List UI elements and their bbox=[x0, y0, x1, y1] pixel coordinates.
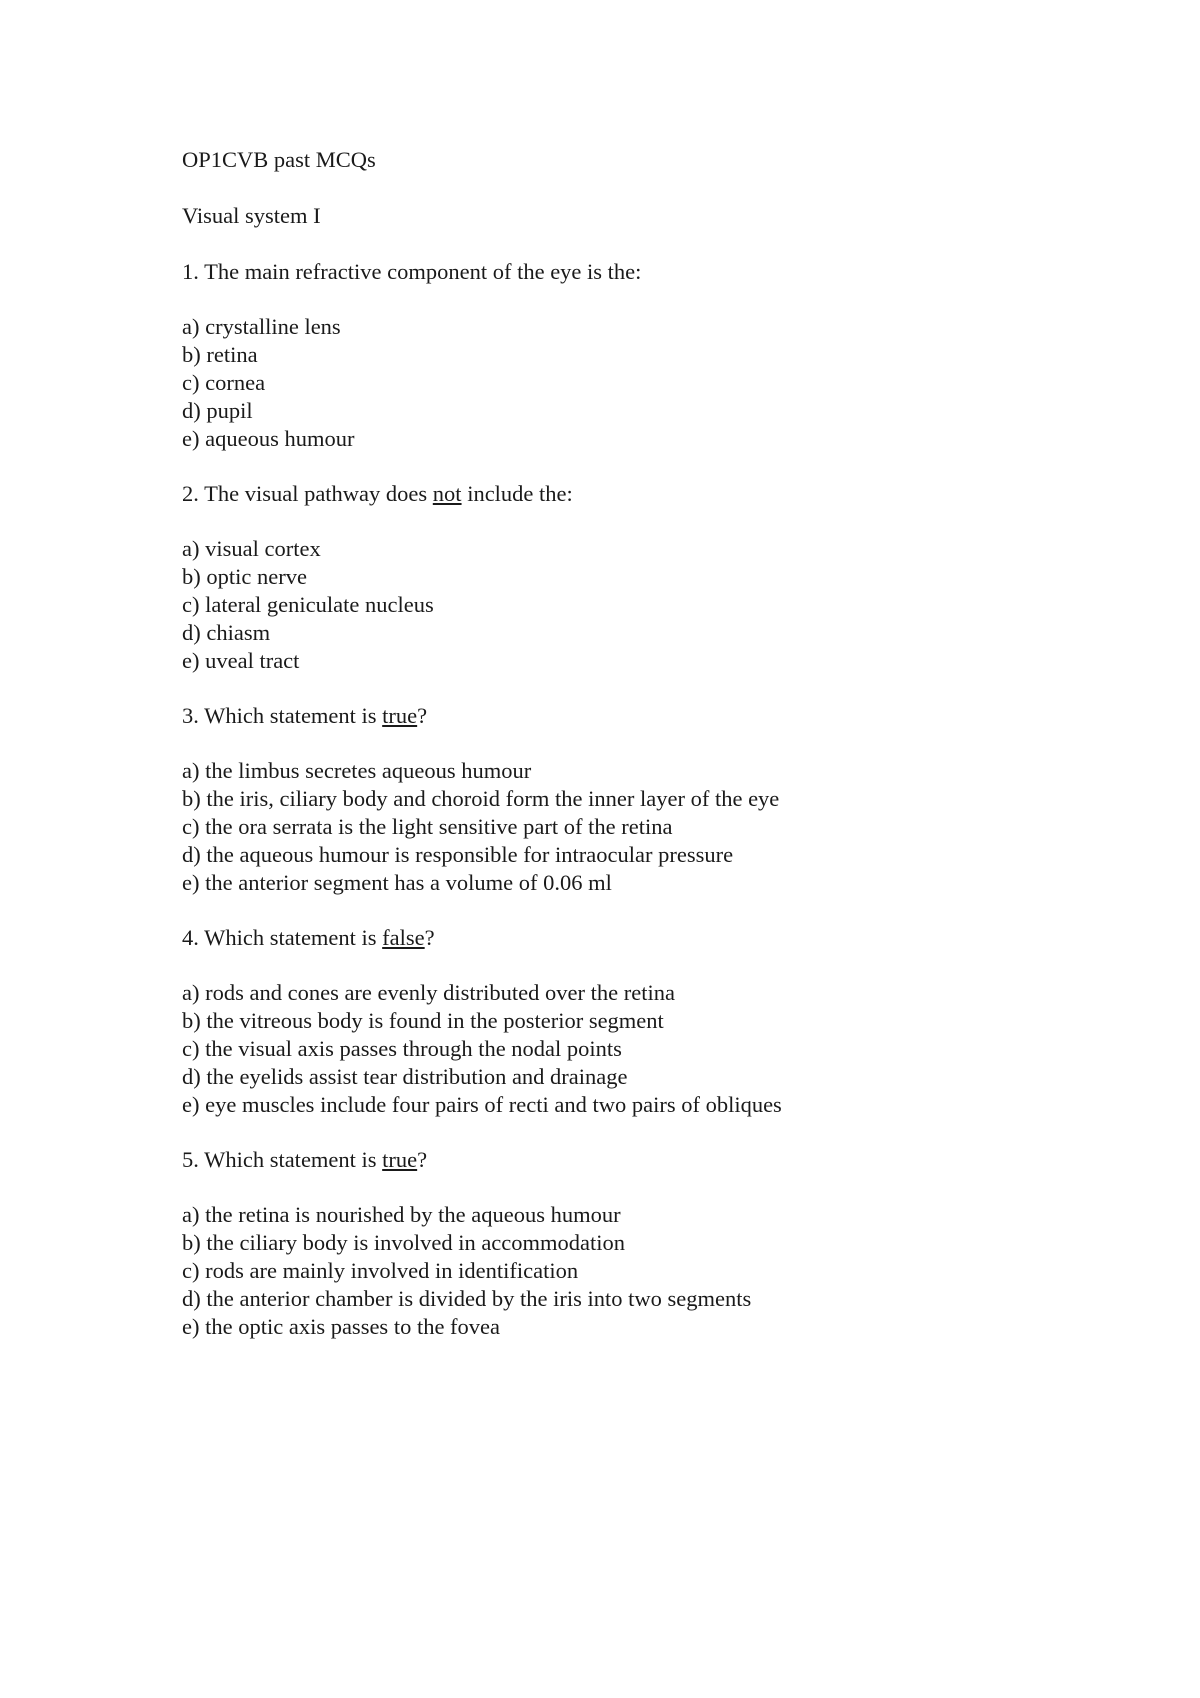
question-2-option-d: d) chiasm bbox=[182, 620, 271, 645]
question-4-stem-emphasis: false bbox=[382, 925, 425, 950]
question-1-options bbox=[182, 313, 1082, 453]
question-3-stem bbox=[182, 702, 1082, 730]
question-2-option-a: a) visual cortex bbox=[182, 536, 321, 561]
question-5-stem bbox=[182, 1146, 1082, 1174]
question-1-option-a: a) crystalline lens bbox=[182, 314, 341, 339]
question-5-option-b: b) the ciliary body is involved in accommodation bbox=[182, 1230, 626, 1255]
question-2-stem bbox=[182, 480, 1082, 508]
question-4-option-b: b) the vitreous body is found in the posterior segment bbox=[182, 1008, 664, 1033]
question-3-option-e: e) the anterior segment has a volume of 0.06 ml bbox=[182, 870, 612, 895]
question-4-option-e: e) eye muscles include four pairs of recti and two pairs of obliques bbox=[182, 1092, 782, 1117]
question-5-options bbox=[182, 1201, 1082, 1341]
question-1-option-b: b) retina bbox=[182, 342, 258, 367]
question-3-option-b: b) the iris, ciliary body and choroid form the inner layer of the eye bbox=[182, 786, 780, 811]
question-2-stem-emphasis: not bbox=[432, 481, 462, 506]
question-5-option-c: c) rods are mainly involved in identification bbox=[182, 1258, 579, 1283]
question-4-stem-text: 4. Which statement is bbox=[182, 925, 383, 950]
question-3-stem-text: 3. Which statement is bbox=[182, 703, 383, 728]
question-3-option-d: d) the aqueous humour is responsible for intraocular pressure bbox=[182, 842, 734, 867]
question-2-option-b: b) optic nerve bbox=[182, 564, 307, 589]
document-title: OP1CVB past MCQs bbox=[182, 147, 376, 172]
question-5-stem-text: 5. Which statement is bbox=[182, 1147, 383, 1172]
question-3-stem-emphasis: true bbox=[382, 703, 418, 728]
question-3-option-a: a) the limbus secretes aqueous humour bbox=[182, 758, 532, 783]
question-1-option-c: c) cornea bbox=[182, 370, 266, 395]
question-4-option-d: d) the eyelids assist tear distribution and drainage bbox=[182, 1064, 628, 1089]
question-5-option-e: e) the optic axis passes to the fovea bbox=[182, 1314, 501, 1339]
question-2-stem-tail: include the: bbox=[461, 481, 573, 506]
question-3-option-c: c) the ora serrata is the light sensitive part of the retina bbox=[182, 814, 673, 839]
question-4-stem-tail: ? bbox=[424, 925, 435, 950]
question-3-options bbox=[182, 757, 1082, 897]
question-1-option-d: d) pupil bbox=[182, 398, 253, 423]
question-1-option-e: e) aqueous humour bbox=[182, 426, 355, 451]
document-subtitle: Visual system I bbox=[182, 203, 321, 228]
question-4-stem bbox=[182, 924, 1082, 952]
question-2-options bbox=[182, 535, 1082, 675]
question-4-option-a: a) rods and cones are evenly distributed over the retina bbox=[182, 980, 675, 1005]
question-5-option-d: d) the anterior chamber is divided by the iris into two segments bbox=[182, 1286, 752, 1311]
question-5-option-a: a) the retina is nourished by the aqueous humour bbox=[182, 1202, 621, 1227]
question-3-stem-tail: ? bbox=[417, 703, 428, 728]
question-4-option-c: c) the visual axis passes through the nodal points bbox=[182, 1036, 622, 1061]
document-page bbox=[182, 146, 1082, 1368]
question-4-options bbox=[182, 979, 1082, 1119]
question-2-option-c: c) lateral geniculate nucleus bbox=[182, 592, 434, 617]
question-2-option-e: e) uveal tract bbox=[182, 648, 300, 673]
question-5-stem-tail: ? bbox=[417, 1147, 428, 1172]
question-5-stem-emphasis: true bbox=[382, 1147, 418, 1172]
question-2-stem-text: 2. The visual pathway does bbox=[182, 481, 433, 506]
question-1-stem-text: 1. The main refractive component of the eye is the: bbox=[182, 259, 642, 284]
question-1-stem bbox=[182, 258, 1082, 286]
